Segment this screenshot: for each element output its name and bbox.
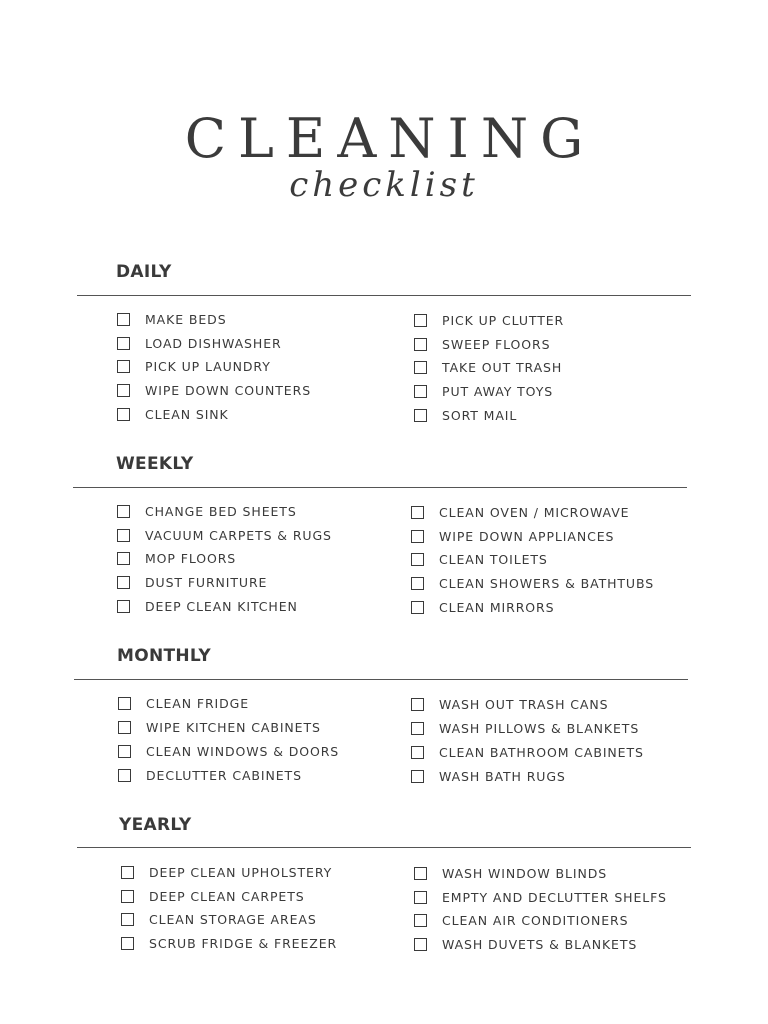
checkbox[interactable]	[118, 745, 131, 758]
checklist-item-label: DECLUTTER CABINETS	[146, 767, 302, 783]
checklist-item-label: PUT AWAY TOYS	[442, 384, 554, 400]
checkbox[interactable]	[411, 577, 424, 590]
checkbox[interactable]	[414, 385, 427, 398]
checklist-item-label: DEEP CLEAN UPHOLSTERY	[149, 865, 333, 880]
checkbox[interactable]	[411, 770, 424, 783]
checklist-item-label: WASH PILLOWS & BLANKETS	[439, 720, 640, 736]
section-divider	[77, 847, 691, 848]
checklist-item-label: SORT MAIL	[442, 407, 518, 423]
checkbox[interactable]	[411, 698, 424, 711]
checklist-item-label: LOAD DISHWASHER	[145, 335, 282, 351]
checklist-item-label: DUST FURNITURE	[145, 575, 268, 591]
checkbox[interactable]	[121, 890, 134, 903]
checkbox[interactable]	[118, 769, 131, 782]
section-divider	[74, 679, 688, 680]
section-title-yearly: YEARLY	[119, 815, 192, 835]
checklist-item-label: CLEAN FRIDGE	[146, 696, 250, 711]
checkbox[interactable]	[414, 409, 427, 422]
checklist-item-label: TAKE OUT TRASH	[442, 360, 563, 376]
checklist-item-label: CLEAN AIR CONDITIONERS	[442, 913, 629, 929]
checklist-item-label: PICK UP CLUTTER	[442, 313, 565, 328]
page-title: CLEANING	[184, 107, 596, 170]
checkbox[interactable]	[414, 891, 427, 904]
checkbox[interactable]	[411, 553, 424, 566]
checklist-item-label: WASH WINDOW BLINDS	[442, 866, 608, 881]
checkbox[interactable]	[117, 337, 130, 350]
checkbox[interactable]	[117, 384, 130, 397]
checkbox[interactable]	[117, 600, 130, 613]
section-title-daily: DAILY	[116, 262, 172, 282]
checklist-item-label: CHANGE BED SHEETS	[145, 504, 297, 519]
checklist-item-label: WIPE KITCHEN CABINETS	[146, 719, 321, 735]
section-title-weekly: WEEKLY	[116, 454, 194, 474]
checkbox[interactable]	[117, 360, 130, 373]
checklist-item-label: SWEEP FLOORS	[442, 336, 551, 352]
page-subtitle: checklist	[289, 165, 479, 205]
section-divider	[77, 295, 691, 296]
checklist-item-label: SCRUB FRIDGE & FREEZER	[149, 936, 338, 952]
checkbox[interactable]	[118, 721, 131, 734]
checklist-item-label: CLEAN WINDOWS & DOORS	[146, 743, 340, 759]
checklist-item-label: CLEAN BATHROOM CABINETS	[439, 744, 644, 760]
checkbox[interactable]	[414, 314, 427, 327]
checkbox[interactable]	[411, 601, 424, 614]
checklist-item-label: CLEAN OVEN / MICROWAVE	[439, 505, 630, 520]
checklist-item-label: WIPE DOWN COUNTERS	[145, 383, 312, 399]
checklist-item-label: DEEP CLEAN CARPETS	[149, 888, 305, 904]
checkbox[interactable]	[411, 746, 424, 759]
section-title-monthly: MONTHLY	[117, 646, 212, 666]
checkbox[interactable]	[414, 361, 427, 374]
checklist-item-label: CLEAN SINK	[145, 406, 229, 422]
checkbox[interactable]	[117, 552, 130, 565]
checkbox[interactable]	[414, 338, 427, 351]
checkbox[interactable]	[414, 914, 427, 927]
checklist-item-label: MAKE BEDS	[145, 312, 227, 327]
checkbox[interactable]	[411, 530, 424, 543]
section-divider	[73, 487, 687, 488]
checklist-item-label: CLEAN STORAGE AREAS	[149, 912, 317, 928]
checklist-item-label: WIPE DOWN APPLIANCES	[439, 528, 615, 544]
checklist-item-label: WASH OUT TRASH CANS	[439, 697, 609, 712]
checkbox[interactable]	[117, 576, 130, 589]
checkbox[interactable]	[117, 529, 130, 542]
checklist-item-label: MOP FLOORS	[145, 551, 237, 567]
checkbox[interactable]	[414, 938, 427, 951]
checklist-item-label: CLEAN SHOWERS & BATHTUBS	[439, 576, 655, 592]
checkbox[interactable]	[411, 506, 424, 519]
checklist-item-label: PICK UP LAUNDRY	[145, 359, 271, 375]
checklist-item-label: WASH BATH RUGS	[439, 768, 566, 784]
checklist-item-label: VACUUM CARPETS & RUGS	[145, 527, 332, 543]
checkbox[interactable]	[414, 867, 427, 880]
checkbox[interactable]	[411, 722, 424, 735]
checkbox[interactable]	[121, 937, 134, 950]
checklist-item-label: CLEAN TOILETS	[439, 552, 548, 568]
checkbox[interactable]	[117, 505, 130, 518]
checklist-item-label: CLEAN MIRRORS	[439, 599, 555, 615]
checklist-item-label: WASH DUVETS & BLANKETS	[442, 937, 638, 953]
checkbox[interactable]	[117, 408, 130, 421]
checkbox[interactable]	[121, 866, 134, 879]
checkbox[interactable]	[117, 313, 130, 326]
checklist-item-label: DEEP CLEAN KITCHEN	[145, 598, 298, 614]
checkbox[interactable]	[121, 913, 134, 926]
checkbox[interactable]	[118, 697, 131, 710]
checklist-item-label: EMPTY AND DECLUTTER SHELFS	[442, 889, 667, 905]
